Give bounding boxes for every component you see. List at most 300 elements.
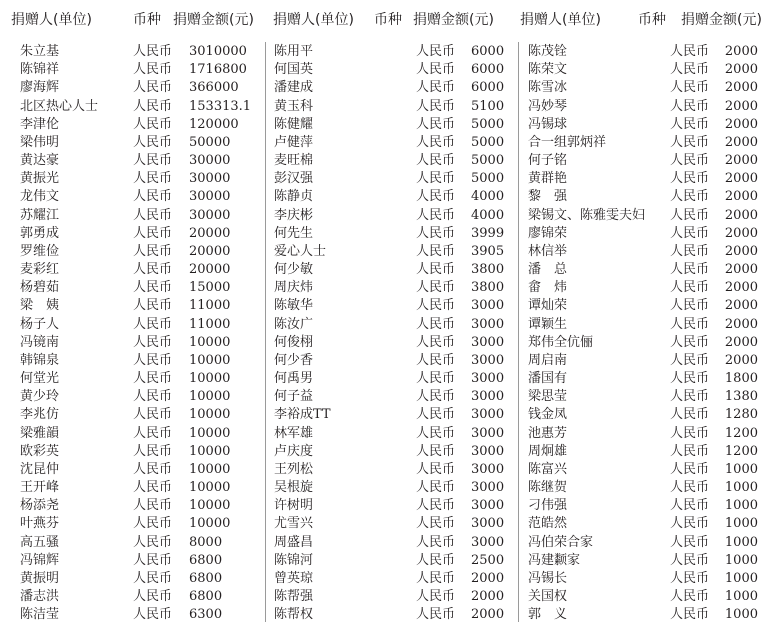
currency: 人民币 [416, 570, 456, 586]
donor-name: 冯锡球 [528, 116, 568, 132]
currency: 人民币 [133, 371, 173, 387]
donor-name: 关国权 [528, 589, 568, 605]
currency: 人民币 [416, 425, 456, 441]
donation-amount: 1000 [724, 607, 758, 623]
currency: 人民币 [416, 498, 456, 514]
donation-amount: 20000 [189, 243, 231, 259]
donor-name: 陈静贞 [274, 189, 314, 205]
header-donor-2: 捐赠人(单位) [273, 12, 354, 28]
donor-name: 黄少玲 [20, 389, 60, 405]
currency: 人民币 [416, 62, 456, 78]
table-row [0, 116, 774, 134]
donor-name: 陈洁莹 [20, 607, 60, 623]
donation-amount: 6800 [189, 589, 223, 605]
table-row [0, 261, 774, 279]
currency: 人民币 [133, 480, 173, 496]
donor-name: 麦旺棉 [274, 153, 314, 168]
donation-amount: 3000 [471, 461, 505, 477]
donor-name: 梁锡文、陈雅雯夫妇 [528, 207, 646, 223]
currency: 人民币 [133, 62, 173, 78]
donor-name: 陈茂铨 [528, 44, 568, 59]
donation-amount: 5100 [471, 98, 505, 114]
currency: 人民币 [133, 171, 173, 187]
currency: 人民币 [670, 498, 710, 514]
donation-amount: 3000 [471, 334, 505, 350]
donor-name: 潘志洪 [20, 589, 60, 605]
donor-name: 梁雅韻 [20, 425, 60, 441]
currency: 人民币 [416, 116, 456, 132]
donation-amount: 10000 [189, 389, 231, 405]
donation-amount: 10000 [189, 334, 231, 350]
table-row [0, 515, 774, 533]
currency: 人民币 [416, 316, 456, 332]
table-row [0, 570, 774, 588]
donation-amount: 5000 [471, 171, 505, 187]
donation-amount: 20000 [189, 262, 231, 277]
donation-amount: 3999 [471, 225, 505, 241]
donation-amount: 5000 [471, 134, 505, 150]
donor-name: 梁 姨 [20, 298, 60, 314]
donor-name: 陈富兴 [528, 461, 568, 477]
currency: 人民币 [133, 516, 173, 532]
table-row [0, 207, 774, 225]
currency: 人民币 [416, 189, 456, 205]
donation-amount: 3000 [471, 534, 505, 550]
donation-amount: 10000 [189, 461, 231, 477]
donation-amount: 3000 [471, 425, 505, 441]
donor-name: 周启南 [528, 352, 568, 368]
donor-name: 陈锦河 [274, 552, 314, 568]
table-row [0, 534, 774, 552]
currency: 人民币 [133, 207, 173, 223]
currency: 人民币 [133, 225, 173, 241]
currency: 人民币 [416, 207, 456, 223]
table-row [0, 98, 774, 116]
currency: 人民币 [133, 443, 173, 459]
donation-amount: 2000 [724, 298, 758, 314]
currency: 人民币 [416, 443, 456, 459]
donation-amount: 10000 [189, 425, 231, 441]
currency: 人民币 [670, 480, 710, 496]
donation-amount: 4000 [471, 189, 505, 205]
table-row [0, 443, 774, 461]
table-row [0, 297, 774, 315]
currency: 人民币 [416, 389, 456, 405]
donation-amount: 6800 [189, 570, 223, 586]
donation-amount: 30000 [189, 171, 231, 187]
header-amount-1: 捐赠金额(元) [173, 12, 254, 28]
donation-amount: 1000 [724, 534, 758, 550]
donor-name: 杨子人 [20, 316, 60, 332]
donor-name: 卢健萍 [274, 134, 314, 150]
donation-amount: 1380 [724, 389, 758, 405]
currency: 人民币 [133, 98, 173, 114]
donation-amount: 50000 [189, 134, 231, 150]
currency: 人民币 [133, 44, 173, 59]
currency: 人民币 [416, 280, 456, 296]
donor-name: 周盛昌 [274, 534, 314, 550]
currency: 人民币 [670, 44, 710, 59]
currency: 人民币 [670, 80, 710, 96]
currency: 人民币 [133, 334, 173, 350]
currency: 人民币 [670, 425, 710, 441]
donor-name: 郭勇成 [20, 225, 60, 241]
header-amount-2: 捐赠金额(元) [413, 12, 494, 28]
table-row [0, 152, 774, 170]
donor-name: 冯伯荣合家 [528, 534, 594, 550]
donor-name: 尤雪兴 [274, 516, 314, 532]
donor-name: 潘 总 [528, 262, 568, 277]
currency: 人民币 [133, 534, 173, 550]
currency: 人民币 [133, 298, 173, 314]
donation-amount: 1200 [724, 443, 758, 459]
donor-name: 梁思莹 [528, 389, 568, 405]
donation-amount: 6800 [189, 552, 223, 568]
donation-amount: 2000 [471, 589, 505, 605]
currency: 人民币 [416, 461, 456, 477]
donation-amount: 2000 [724, 207, 758, 223]
donation-amount: 6300 [189, 607, 223, 623]
donation-amount: 1280 [724, 407, 758, 423]
donation-amount: 3000 [471, 480, 505, 496]
donation-amount: 2000 [724, 98, 758, 114]
currency: 人民币 [416, 589, 456, 605]
currency: 人民币 [416, 607, 456, 623]
donor-name: 陈继贺 [528, 480, 568, 496]
donor-name: 龙伟文 [20, 189, 60, 205]
donation-amount: 3000 [471, 389, 505, 405]
currency: 人民币 [416, 171, 456, 187]
donor-name: 范皓然 [528, 516, 568, 532]
donation-amount: 10000 [189, 352, 231, 368]
donor-name: 黄振明 [20, 570, 60, 586]
donor-name: 冯妙琴 [528, 98, 568, 114]
donor-name: 何禹男 [274, 371, 314, 387]
currency: 人民币 [416, 243, 456, 259]
donor-name: 何国英 [274, 62, 314, 78]
currency: 人民币 [416, 225, 456, 241]
currency: 人民币 [670, 407, 710, 423]
currency: 人民币 [670, 607, 710, 623]
table-row [0, 43, 774, 61]
donation-amount: 3000 [471, 443, 505, 459]
donation-amount: 2000 [724, 280, 758, 296]
donor-name: 彭汉强 [274, 171, 314, 187]
currency: 人民币 [133, 189, 173, 205]
donor-name: 韩锦泉 [20, 352, 60, 368]
currency: 人民币 [133, 153, 173, 168]
table-row [0, 334, 774, 352]
donation-amount: 1000 [724, 498, 758, 514]
donor-name: 曾英琼 [274, 570, 314, 586]
table-row [0, 61, 774, 79]
currency: 人民币 [416, 298, 456, 314]
donor-name: 苏耀江 [20, 207, 60, 223]
currency: 人民币 [133, 607, 173, 623]
donation-amount: 10000 [189, 371, 231, 387]
donation-amount: 366000 [189, 80, 239, 96]
table-row [0, 79, 774, 97]
donor-name: 谭颖生 [528, 316, 568, 332]
donor-name: 梁伟明 [20, 134, 60, 150]
currency: 人民币 [133, 407, 173, 423]
donor-name: 何俊栩 [274, 334, 314, 350]
donor-name: 杨碧茹 [20, 280, 60, 296]
donation-amount: 2000 [724, 153, 758, 168]
table-row [0, 552, 774, 570]
donor-name: 陈敏华 [274, 298, 314, 314]
donation-amount: 6000 [471, 80, 505, 96]
currency: 人民币 [416, 352, 456, 368]
currency: 人民币 [670, 153, 710, 168]
currency: 人民币 [133, 570, 173, 586]
donation-amount: 2000 [724, 62, 758, 78]
table-row [0, 388, 774, 406]
currency: 人民币 [416, 552, 456, 568]
currency: 人民币 [670, 352, 710, 368]
currency: 人民币 [416, 262, 456, 277]
currency: 人民币 [416, 480, 456, 496]
donor-name: 池惠芳 [528, 425, 568, 441]
donation-amount: 1000 [724, 589, 758, 605]
currency: 人民币 [670, 243, 710, 259]
currency: 人民币 [133, 552, 173, 568]
donor-name: 陈帮强 [274, 589, 314, 605]
donor-name: 何少敏 [274, 262, 314, 277]
donation-amount: 1000 [724, 570, 758, 586]
currency: 人民币 [416, 153, 456, 168]
donation-amount: 2000 [724, 334, 758, 350]
donor-name: 黄振光 [20, 171, 60, 187]
donor-name: 黎 强 [528, 189, 568, 205]
donation-amount: 2000 [724, 243, 758, 259]
donation-amount: 3905 [471, 243, 505, 259]
table-row [0, 134, 774, 152]
donor-name: 潘建成 [274, 80, 314, 96]
currency: 人民币 [133, 80, 173, 96]
donation-amount: 10000 [189, 407, 231, 423]
donation-amount: 3800 [471, 280, 505, 296]
donation-amount: 153313.1 [189, 98, 252, 114]
currency: 人民币 [670, 461, 710, 477]
donor-name: 吴根旋 [274, 480, 314, 496]
donor-name: 钱金凤 [528, 407, 568, 423]
donor-name: 刁伟强 [528, 498, 568, 514]
donor-name: 麦彩红 [20, 262, 60, 277]
donor-name: 陈荣文 [528, 62, 568, 78]
donor-name: 合一组郭炳祥 [528, 134, 607, 150]
currency: 人民币 [670, 134, 710, 150]
donor-name: 周庆炜 [274, 280, 314, 296]
donation-amount: 3000 [471, 371, 505, 387]
donation-amount: 2000 [724, 225, 758, 241]
header-amount-3: 捐赠金额(元) [681, 12, 762, 28]
currency: 人民币 [670, 62, 710, 78]
table-row [0, 461, 774, 479]
donor-name: 陈用平 [274, 44, 314, 59]
donation-amount: 6000 [471, 62, 505, 78]
donation-amount: 11000 [189, 298, 231, 314]
donation-amount: 2000 [724, 262, 758, 277]
donor-name: 陈雪冰 [528, 80, 568, 96]
table-row [0, 352, 774, 370]
currency: 人民币 [133, 243, 173, 259]
currency: 人民币 [416, 407, 456, 423]
currency: 人民币 [670, 116, 710, 132]
donor-name: 陈汝广 [274, 316, 314, 332]
donation-amount: 3010000 [189, 44, 247, 59]
donation-amount: 2000 [724, 116, 758, 132]
donor-name: 何子益 [274, 389, 314, 405]
donor-name: 潘国有 [528, 371, 568, 387]
donation-amount: 2000 [471, 570, 505, 586]
donor-name: 林信举 [528, 243, 568, 259]
header-donor-1: 捐赠人(单位) [11, 12, 92, 28]
donation-amount: 2500 [471, 552, 505, 568]
donor-name: 朱立基 [20, 44, 60, 59]
table-row [0, 370, 774, 388]
currency: 人民币 [416, 98, 456, 114]
table-row [0, 425, 774, 443]
donation-amount: 11000 [189, 316, 231, 332]
donation-amount: 2000 [471, 607, 505, 623]
donor-name: 郑伟全伉俪 [528, 334, 594, 350]
donation-amount: 2000 [724, 171, 758, 187]
donation-amount: 10000 [189, 480, 231, 496]
currency: 人民币 [670, 280, 710, 296]
donation-amount: 1000 [724, 480, 758, 496]
donation-amount: 30000 [189, 153, 231, 168]
donation-amount: 5000 [471, 116, 505, 132]
currency: 人民币 [133, 425, 173, 441]
donation-amount: 3000 [471, 298, 505, 314]
donor-name: 冯镜南 [20, 334, 60, 350]
donor-name: 郭 义 [528, 607, 568, 623]
donation-amount: 3000 [471, 516, 505, 532]
donor-name: 畲 炜 [528, 280, 568, 296]
donation-amount: 30000 [189, 189, 231, 205]
currency: 人民币 [133, 116, 173, 132]
currency: 人民币 [670, 207, 710, 223]
currency: 人民币 [416, 44, 456, 59]
currency: 人民币 [670, 589, 710, 605]
donor-name: 沈昆仲 [20, 461, 60, 477]
donation-amount: 2000 [724, 352, 758, 368]
donation-amount: 1200 [724, 425, 758, 441]
donation-amount: 30000 [189, 207, 231, 223]
donor-name: 李裕成TT [274, 407, 331, 423]
donation-amount: 15000 [189, 280, 231, 296]
currency: 人民币 [133, 589, 173, 605]
donor-name: 陈锦祥 [20, 62, 60, 78]
table-row [0, 406, 774, 424]
donor-name: 谭灿荣 [528, 298, 568, 314]
donor-name: 周炯雄 [528, 443, 568, 459]
donor-name: 李兆仿 [20, 407, 60, 423]
header-donor-3: 捐赠人(单位) [520, 12, 601, 28]
currency: 人民币 [670, 334, 710, 350]
donation-amount: 1000 [724, 516, 758, 532]
currency: 人民币 [670, 262, 710, 277]
currency: 人民币 [670, 316, 710, 332]
donation-amount: 20000 [189, 225, 231, 241]
donation-amount: 120000 [189, 116, 239, 132]
currency: 人民币 [133, 352, 173, 368]
donor-name: 李庆彬 [274, 207, 314, 223]
donor-name: 何堂光 [20, 371, 60, 387]
currency: 人民币 [670, 98, 710, 114]
currency: 人民币 [416, 516, 456, 532]
donor-name: 冯建颣家 [528, 552, 581, 568]
donor-name: 冯锡长 [528, 570, 568, 586]
currency: 人民币 [133, 134, 173, 150]
donor-name: 廖海辉 [20, 80, 60, 96]
currency: 人民币 [416, 134, 456, 150]
donor-name: 何少香 [274, 352, 314, 368]
header-currency-2: 币种 [374, 12, 402, 28]
donor-name: 罗维俭 [20, 243, 60, 259]
donation-amount: 1716800 [189, 62, 247, 78]
table-header [0, 0, 774, 40]
donation-amount: 10000 [189, 443, 231, 459]
currency: 人民币 [416, 371, 456, 387]
currency: 人民币 [670, 516, 710, 532]
donation-amount: 3800 [471, 262, 505, 277]
donor-name: 杨添尧 [20, 498, 60, 514]
donation-amount: 10000 [189, 516, 231, 532]
donor-name: 冯锦辉 [20, 552, 60, 568]
donor-name: 陈健耀 [274, 116, 314, 132]
table-row [0, 606, 774, 624]
donor-name: 欧彩英 [20, 443, 60, 459]
table-row [0, 188, 774, 206]
donor-name: 何子铭 [528, 153, 568, 168]
donor-name: 高五骚 [20, 534, 60, 550]
currency: 人民币 [416, 80, 456, 96]
donation-amount: 2000 [724, 80, 758, 96]
donation-amount: 3000 [471, 498, 505, 514]
donation-amount: 2000 [724, 134, 758, 150]
donation-amount: 6000 [471, 44, 505, 59]
donor-name: 王列松 [274, 461, 314, 477]
header-currency-3: 币种 [638, 12, 666, 28]
donation-amount: 1800 [724, 371, 758, 387]
donor-name: 许树明 [274, 498, 314, 514]
donation-amount: 3000 [471, 407, 505, 423]
donor-name: 何先生 [274, 225, 314, 241]
currency: 人民币 [670, 225, 710, 241]
table-row [0, 225, 774, 243]
donor-name: 卢庆度 [274, 443, 314, 459]
currency: 人民币 [670, 552, 710, 568]
currency: 人民币 [133, 280, 173, 296]
donor-name: 爱心人士 [274, 243, 327, 259]
donation-amount: 10000 [189, 498, 231, 514]
table-row [0, 170, 774, 188]
donor-name: 黄群艳 [528, 171, 568, 187]
currency: 人民币 [133, 498, 173, 514]
donor-name: 王开峰 [20, 480, 60, 496]
currency: 人民币 [670, 570, 710, 586]
donation-amount: 1000 [724, 552, 758, 568]
currency: 人民币 [416, 334, 456, 350]
donation-amount: 2000 [724, 44, 758, 59]
currency: 人民币 [133, 461, 173, 477]
table-row [0, 243, 774, 261]
currency: 人民币 [133, 316, 173, 332]
currency: 人民币 [670, 298, 710, 314]
table-row [0, 279, 774, 297]
